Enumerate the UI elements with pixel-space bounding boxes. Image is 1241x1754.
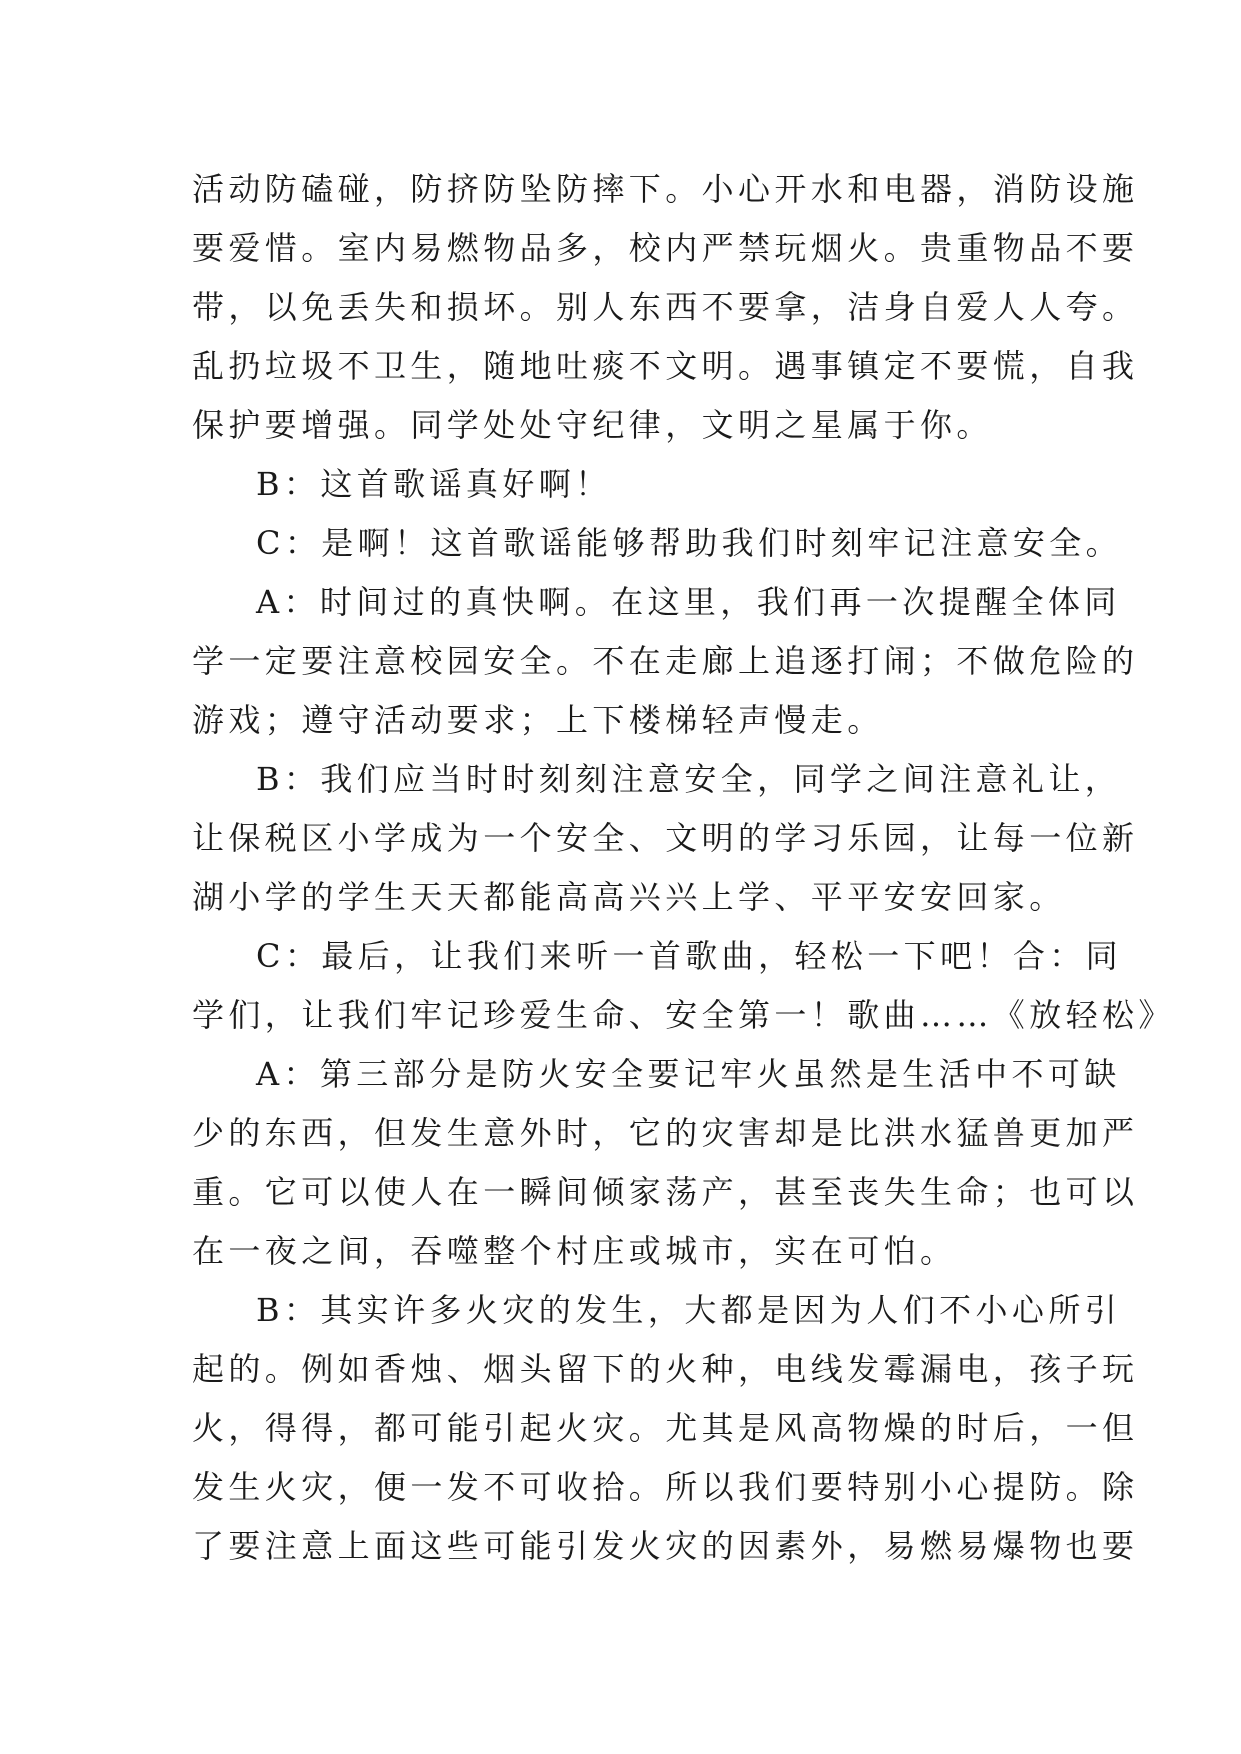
- text-line: 学一定要注意校园安全。不在走廊上追逐打闹；不做危险的: [192, 642, 1139, 680]
- document-body: [192, 160, 1175, 1576]
- dialogue-line-b: B：这首歌谣真好啊！: [256, 465, 612, 503]
- text-line: 湖小学的学生天天都能高高兴兴上学、平平安安回家。: [192, 878, 1066, 916]
- text-line: 发生火灾，便一发不可收拾。所以我们要特别小心提防。除: [192, 1468, 1139, 1506]
- text-line: 学们，让我们牢记珍爱生命、安全第一！歌曲……《放轻松》: [192, 996, 1175, 1034]
- text-line: 要爱惜。室内易燃物品多，校内严禁玩烟火。贵重物品不要: [192, 229, 1139, 267]
- dialogue-line-c: C：是啊！这首歌谣能够帮助我们时刻牢记注意安全。: [256, 524, 1123, 562]
- text-line: 游戏；遵守活动要求；上下楼梯轻声慢走。: [192, 701, 884, 739]
- text-line: 让保税区小学成为一个安全、文明的学习乐园，让每一位新: [192, 819, 1139, 857]
- text-line: 在一夜之间，吞噬整个村庄或城市，实在可怕。: [192, 1232, 957, 1270]
- dialogue-line-a: A：第三部分是防火安全要记牢火虽然是生活中不可缺: [256, 1055, 1121, 1093]
- dialogue-line-b: B：我们应当时时刻刻注意安全，同学之间注意礼让，: [256, 760, 1122, 798]
- text-line: 起的。例如香烛、烟头留下的火种，电线发霉漏电，孩子玩: [192, 1350, 1139, 1388]
- dialogue-line-a: A：时间过的真快啊。在这里，我们再一次提醒全体同: [256, 583, 1121, 621]
- dialogue-line-c: C：最后，让我们来听一首歌曲，轻松一下吧！合：同: [256, 937, 1123, 975]
- text-line: 乱扔垃圾不卫生，随地吐痰不文明。遇事镇定不要慌，自我: [192, 347, 1139, 385]
- text-line: 保护要增强。同学处处守纪律，文明之星属于你。: [192, 406, 993, 444]
- dialogue-line-b: B：其实许多火灾的发生，大都是因为人们不小心所引: [256, 1291, 1122, 1329]
- text-line: 火，得得，都可能引起火灾。尤其是风高物燥的时后，一但: [192, 1409, 1139, 1447]
- text-line: 了要注意上面这些可能引发火灾的因素外，易燃易爆物也要: [192, 1527, 1139, 1565]
- text-line: 重。它可以使人在一瞬间倾家荡产，甚至丧失生命；也可以: [192, 1173, 1139, 1211]
- text-line: 少的东西，但发生意外时，它的灾害却是比洪水猛兽更加严: [192, 1114, 1139, 1152]
- text-line: 活动防磕碰，防挤防坠防摔下。小心开水和电器，消防设施: [192, 170, 1139, 208]
- text-line: 带，以免丢失和损坏。别人东西不要拿，洁身自爱人人夸。: [192, 288, 1139, 326]
